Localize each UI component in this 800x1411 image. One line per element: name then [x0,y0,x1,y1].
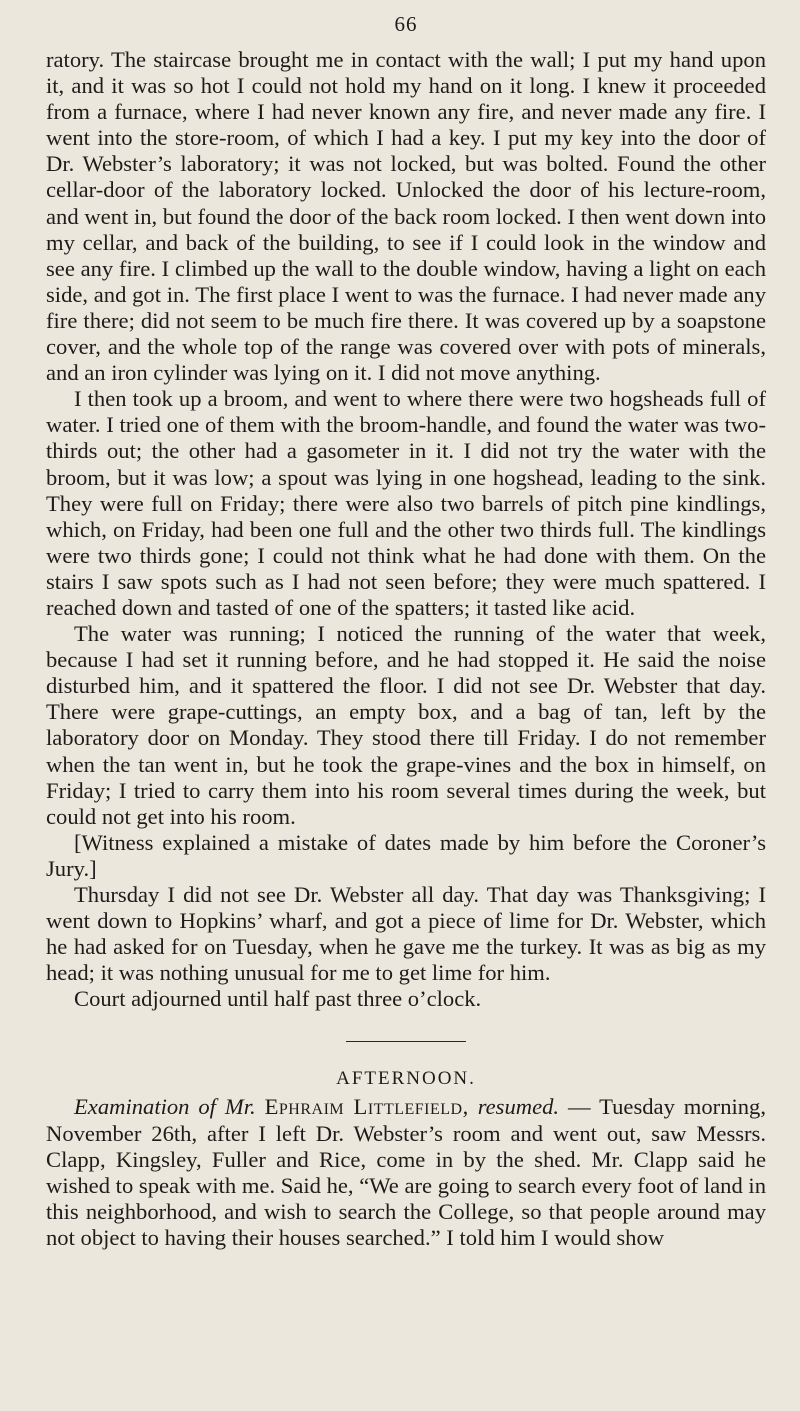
paragraph-1: ratory. The staircase brought me in contact with the wall; I put my hand upon it, and it was so hot I could not hold my hand on it long. I knew it proceeded from a furnace, where I had never known any fire, and never made any fire. I went into the store-room, of which I had a key. I put my key into the door of Dr. Webster’s laboratory; it was not locked, but was bolted. Found the other cellar-door of the laboratory locked. Unlocked the door of his lecture-room, and went in, but found the door of the back room locked. I then went down into my cellar, and back of the building, to see if I could look in the window and see any fire. I climbed up the wall to the double window, having a light on each side, and got in. The first place I went to was the furnace. I had never made any fire there; did not seem to be much fire there. It was covered up by a soapstone cover, and the whole top of the range was covered over with pots of minerals, and an iron cylinder was lying on it. I did not move anything. [46,47,766,386]
paragraph-2: I then took up a broom, and went to where there were two hogsheads full of water. I tried one of them with the broom-handle, and found the water was two-thirds out; the other had a gasometer in it. I did not try the water with the broom, but it was low; a spout was lying in one hogshead, leading to the sink. They were full on Friday; there were also two barrels of pitch pine kindlings, which, on Friday, had been one full and the other two thirds full. The kindlings were two thirds gone; I could not think what he had done with them. On the stairs I saw spots such as I had not seen before; they were much spattered. I reached down and tasted of one of the spatters; it tasted like acid. [46,386,766,620]
witness-name: Ephraim Littlefield, [264,1094,469,1120]
paragraph-4-witness-note: [Witness explained a mistake of dates made by him before the Coroner’s Jury.] [46,829,766,881]
examination-label: Examination of Mr. [74,1094,256,1120]
page-number: 66 [394,12,418,36]
resumed-label: resumed. [477,1094,560,1120]
afternoon-heading: AFTERNOON. [336,1068,476,1090]
paragraph-5: Thursday I did not see Dr. Webster all day. That day was Thanksgiving; I went down to Hopkins’ wharf, and got a piece of lime for Dr. Webster, which he had asked for on Tuesday, when he gave me the turkey. It was as big as my head; it was nothing unusual for me to get lime for him. [46,882,766,986]
section-divider [346,1041,466,1042]
paragraph-6-court-adjourned: Court adjourned until half past three o’clock. [74,986,482,1012]
afternoon-paragraph [46,1094,766,1251]
paragraph-3: The water was running; I noticed the running of the water that week, because I had set it running before, and he had stopped it. He said the noise disturbed him, and it spattered the floor. I did not see Dr. Webster that day. There were grape-cuttings, an empty box, and a bag of tan, left by the laboratory door on Monday. They stood there till Friday. I do not remember when the tan went in, but he took the grape-vines and the box in himself, on Friday; I tried to carry them into his room several times during the week, but could not get into his room. [46,621,766,829]
afternoon-body-text: — Tuesday morning, November 26th, after I left Dr. Webster’s room and went out, saw Messrs. Clapp, Kingsley, Fuller and Rice, come in by the shed. Mr. Clapp said he wished to speak with me. Said he, “We are going to search every foot of land in this neighborhood, and wish to search the College, so that people around may not object to having their houses searched.” I told him I would show [46,1094,767,1250]
